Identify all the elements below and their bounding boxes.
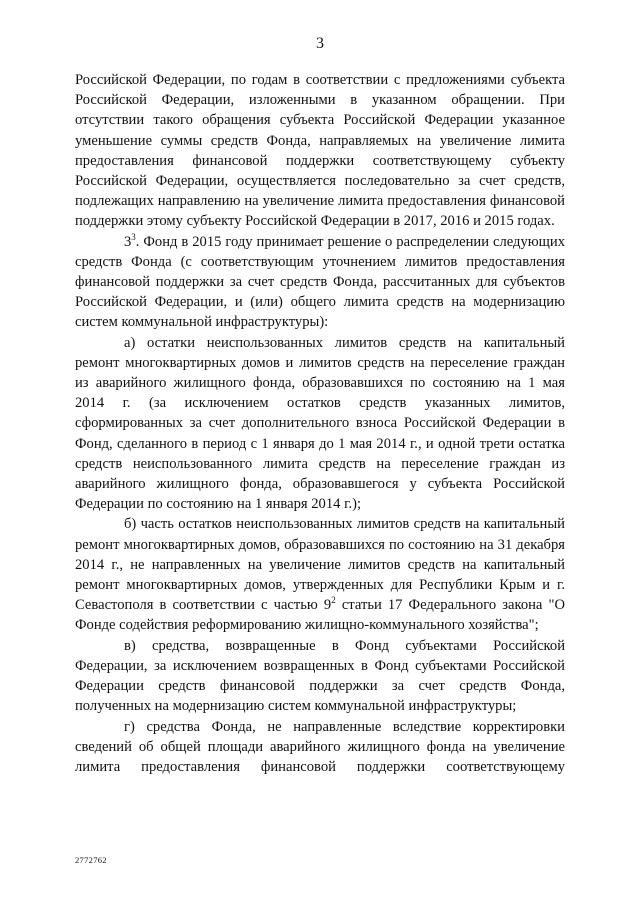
- paragraph-item-b: [75, 514, 565, 635]
- item-b-text-start: б) часть остатков неиспользованных лимитов средств на капитальный ремонт многоквартирных домов, образовавшихся по состоянию на 31 декабря 2014 г., не направленных на увеличение лимитов средств на капитальный ремонт многоквартирных домов, утвержденных для Республики Крым и г. Севастополя в соответствии с частью 9: [75, 516, 565, 614]
- paragraph-item-g: г) средства Фонда, не направленные вследствие корректировки сведений об общей площади аварийного жилищного фонда на увеличение лимита предоставления финансовой поддержки соответствующему: [75, 718, 565, 775]
- clause-text: . Фонд в 2015 году принимает решение о распределении следующих средств Фонда (с соответствующим уточнением лимитов предоставления финансовой поддержки за счет средств Фонда, рассчитанных для субъектов Российской Федерации, и (или) общего лимита средств на модернизацию систем коммунальной инфраструктуры):: [75, 233, 565, 331]
- clause-number-superscript: 3: [131, 231, 136, 242]
- item-b-superscript: 2: [331, 595, 336, 606]
- document-body: [75, 70, 565, 777]
- item-b-text-end: статьи 17 Федерального закона "О Фонде содействия реформированию жилищно-коммунального хозяйства";: [75, 597, 565, 634]
- paragraph-clause-3-3: [75, 232, 565, 333]
- paragraph-item-a: а) остатки неиспользованных лимитов средств на капитальный ремонт многоквартирных домов и лимитов средств на переселение граждан из аварийного жилищного фонда, образовавшихся по состоянию на 1 мая 2014 г. (за исключением остатков средств указанных лимитов, сформированных за счет дополнительного взноса Российской Федерации в Фонд, сделанного в период с 1 января до 1 мая 2014 г., и одной трети остатка средств неиспользованного лимита средств на переселение граждан из аварийного жилищного фонда, образовавшегося у субъекта Российской Федерации по состоянию на 1 января 2014 г.);: [75, 334, 565, 513]
- paragraph-continuation: Российской Федерации, по годам в соответствии с предложениями субъекта Российской Федерации, изложенными в указанном обращении. При отсутствии такого обращения субъекта Российской Федерации указанное уменьшение суммы средств Фонда, направляемых на увеличение лимита предоставления финансовой поддержки соответствующему субъекту Российской Федерации, осуществляется последовательно за счет средств, подлежащих направлению на увеличение лимита предоставления финансовой поддержки этому субъекту Российской Федерации в 2017, 2016 и 2015 годах.: [75, 72, 565, 230]
- clause-number: 3: [124, 233, 132, 250]
- paragraph-item-v: в) средства, возвращенные в Фонд субъектами Российской Федерации, за исключением возвращенных в Фонд субъектами Российской Федерации средств финансовой поддержки за счет средств Фонда, полученных на модернизацию систем коммунальной инфраструктуры;: [75, 637, 565, 715]
- document-code: 2772762: [75, 855, 107, 865]
- page-number: 3: [316, 35, 324, 52]
